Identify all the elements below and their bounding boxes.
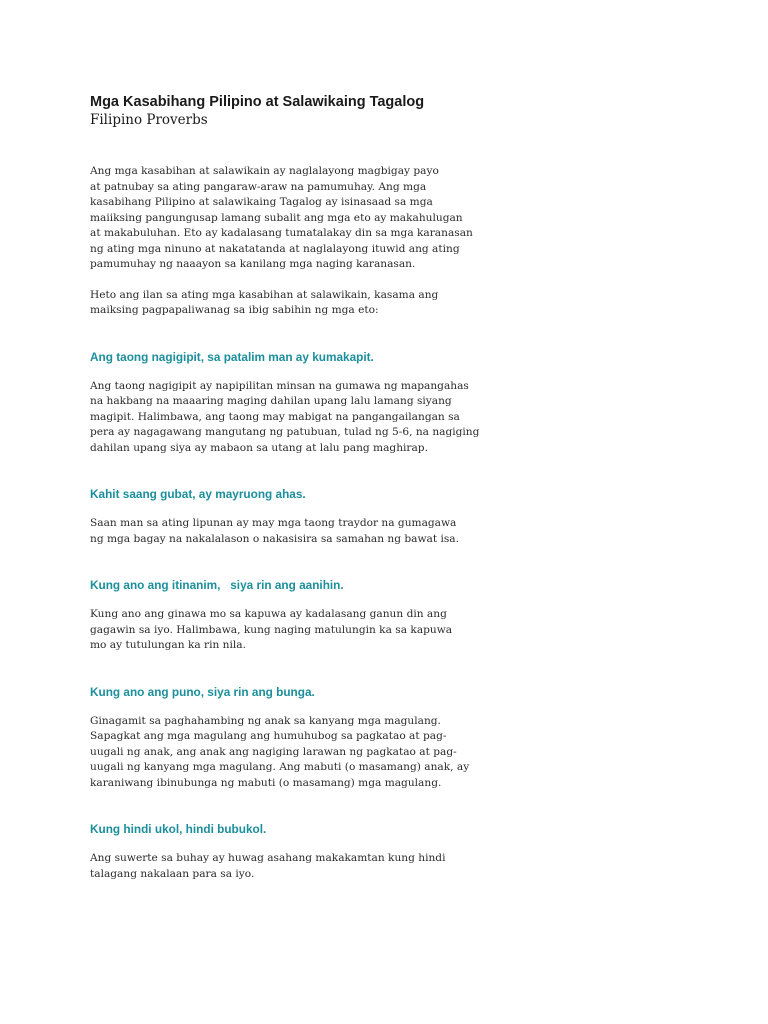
- proverb-explanation: [90, 379, 490, 457]
- paragraph-line: karaniwang ibinubunga ng mabuti (o masamang) mga magulang.: [90, 776, 442, 789]
- paragraph-line: Ginagamit sa paghahambing ng anak sa kanyang mga magulang.: [90, 714, 441, 727]
- proverb-explanation: [90, 516, 490, 547]
- paragraph-line: ng mga bagay na nakalalason o nakasisira sa samahan ng bawat isa.: [90, 532, 459, 545]
- proverb-explanation: [90, 851, 490, 882]
- paragraph-line: Ang mga kasabihan at salawikain ay naglalayong magbigay payo: [90, 165, 439, 177]
- proverb-heading: Ang taong nagigipit, sa patalim man ay kumakapit.: [90, 349, 374, 364]
- document-page: [90, 94, 490, 882]
- paragraph-line: Kung ano ang ginawa mo sa kapuwa ay kadalasang ganun din ang: [90, 608, 447, 620]
- paragraph-line: ng ating mga ninuno at nakatatanda at naglalayong ituwid ang ating: [90, 242, 460, 255]
- paragraph-line: Ang taong nagigipit ay napipilitan minsan na gumawa ng mapangahas: [90, 379, 469, 392]
- paragraph-line: uugali ng kanyang mga magulang. Ang mabuti (o masamang) anak, ay: [90, 761, 470, 773]
- paragraph-line: talagang nakalaan para sa iyo.: [90, 867, 255, 880]
- paragraph-line: pera ay nagagawang mangutang ng patubuan, tulad ng 5-6, na nagiging: [90, 426, 480, 438]
- document-subtitle: Filipino Proverbs: [90, 112, 208, 128]
- paragraph-line: uugali ng anak, ang anak ang nagiging larawan ng pagkatao at pag-: [90, 745, 457, 758]
- paragraph-line: pamumuhay ng naaayon sa kanilang mga naging karanasan.: [90, 258, 416, 270]
- proverb-heading: Kahit saang gubat, ay mayruong ahas.: [90, 487, 306, 501]
- paragraph-line: Heto ang ilan sa ating mga kasabihan at salawikain, kasama ang: [90, 288, 439, 301]
- proverb-explanation: [90, 714, 490, 792]
- paragraph-line: maiksing pagpapaliwanag sa ibig sabihin ng mga eto:: [90, 304, 379, 316]
- intro-list-paragraph: [90, 288, 490, 319]
- intro-paragraph: [90, 164, 490, 273]
- paragraph-line: magipit. Halimbawa, ang taong may mabigat na pangangailangan sa: [90, 410, 460, 423]
- proverb-heading: Kung ano ang puno, siya rin ang bunga.: [90, 684, 315, 699]
- proverb-heading: Kung hindi ukol, hindi bubukol.: [90, 822, 267, 836]
- paragraph-line: Ang suwerte sa buhay ay huwag asahang makakamtan kung hindi: [90, 852, 446, 864]
- proverb-explanation: [90, 607, 490, 654]
- paragraph-line: at makabuluhan. Eto ay kadalasang tumatalakay din sa mga karanasan: [90, 227, 473, 239]
- paragraph-line: na hakbang na maaaring maging dahilan upang lalu lamang siyang: [90, 395, 452, 407]
- paragraph-line: dahilan upang siya ay mabaon sa utang at lalu pang maghirap.: [90, 441, 428, 454]
- paragraph-line: at patnubay sa ating pangaraw-araw na pamumuhay. Ang mga: [90, 180, 427, 193]
- paragraph-line: Sapagkat ang mga magulang ang humuhubog sa pagkatao at pag-: [90, 730, 447, 742]
- proverb-heading: Kung ano ang itinanim, siya rin ang aanihin.: [90, 578, 344, 592]
- paragraph-line: Saan man sa ating lipunan ay may mga taong traydor na gumagawa: [90, 517, 457, 529]
- paragraph-line: mo ay tutulungan ka rin nila.: [90, 639, 246, 651]
- paragraph-line: kasabihang Pilipino at salawikaing Tagalog ay isinasaad sa mga: [90, 196, 433, 208]
- paragraph-line: gagawin sa iyo. Halimbawa, kung naging matulungin ka sa kapuwa: [90, 623, 453, 636]
- paragraph-line: maiiksing pangungusap lamang subalit ang mga eto ay makahulugan: [90, 211, 463, 224]
- document-title: Mga Kasabihang Pilipino at Salawikaing Tagalog: [90, 94, 425, 110]
